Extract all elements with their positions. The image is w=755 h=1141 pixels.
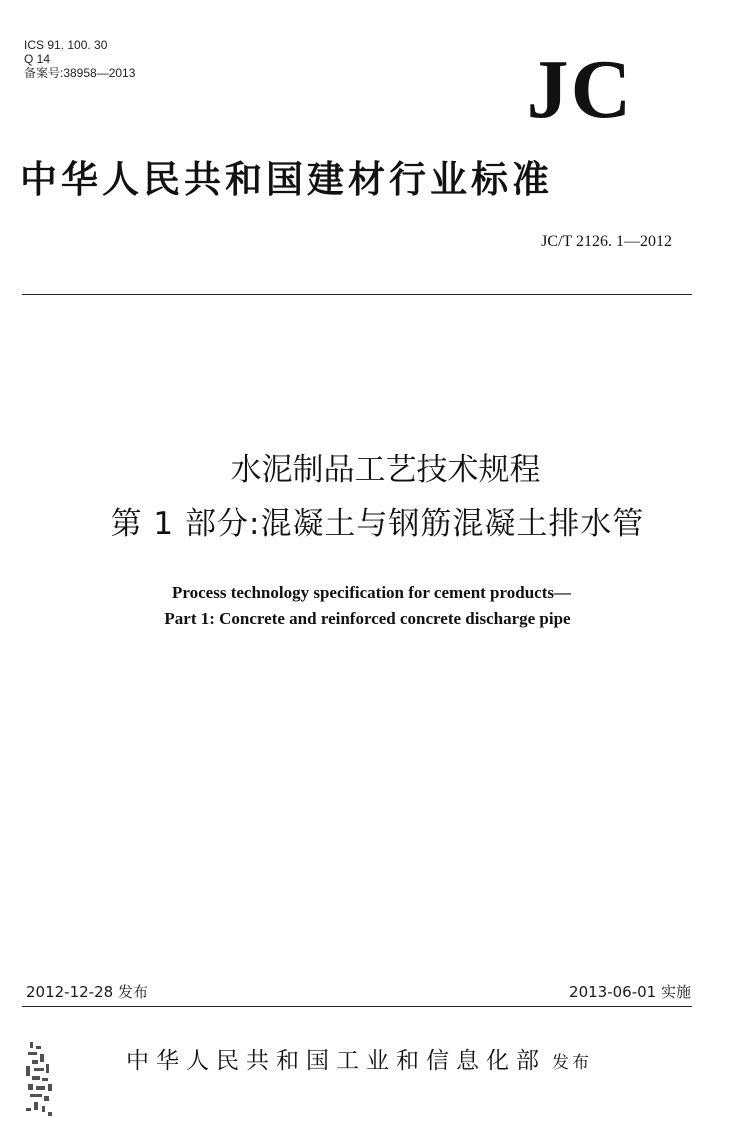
standard-number: JC/T 2126. 1—2012 (541, 233, 672, 250)
publisher-name: 中华人民共和国工业和信息化部 (126, 1048, 546, 1074)
chinese-title-line-2: 第 1 部分:混凝土与钢筋混凝土排水管 (110, 506, 645, 542)
english-title-line-1: Process technology specification for cement products— (172, 583, 571, 602)
implementation-date: 2013-06-01 实施 (569, 983, 691, 1001)
chinese-title-line-1: 水泥制品工艺技术规程 (230, 452, 541, 488)
ics-code: ICS 91. 100. 30 (24, 38, 108, 52)
bottom-divider (22, 1006, 692, 1007)
publish-label: 发布 (552, 1053, 592, 1073)
classification-code: Q 14 (24, 52, 51, 66)
issue-date: 2012-12-28 发布 (26, 983, 148, 1001)
top-divider (22, 294, 692, 295)
jc-logo: JC (526, 43, 634, 136)
stamp-icon (20, 1040, 64, 1120)
english-title-line-2: Part 1: Concrete and reinforced concrete discharge pipe (164, 609, 571, 628)
standard-title: 中华人民共和国建材行业标准 (20, 157, 553, 201)
record-number: 备案号:38958—2013 (24, 66, 136, 80)
